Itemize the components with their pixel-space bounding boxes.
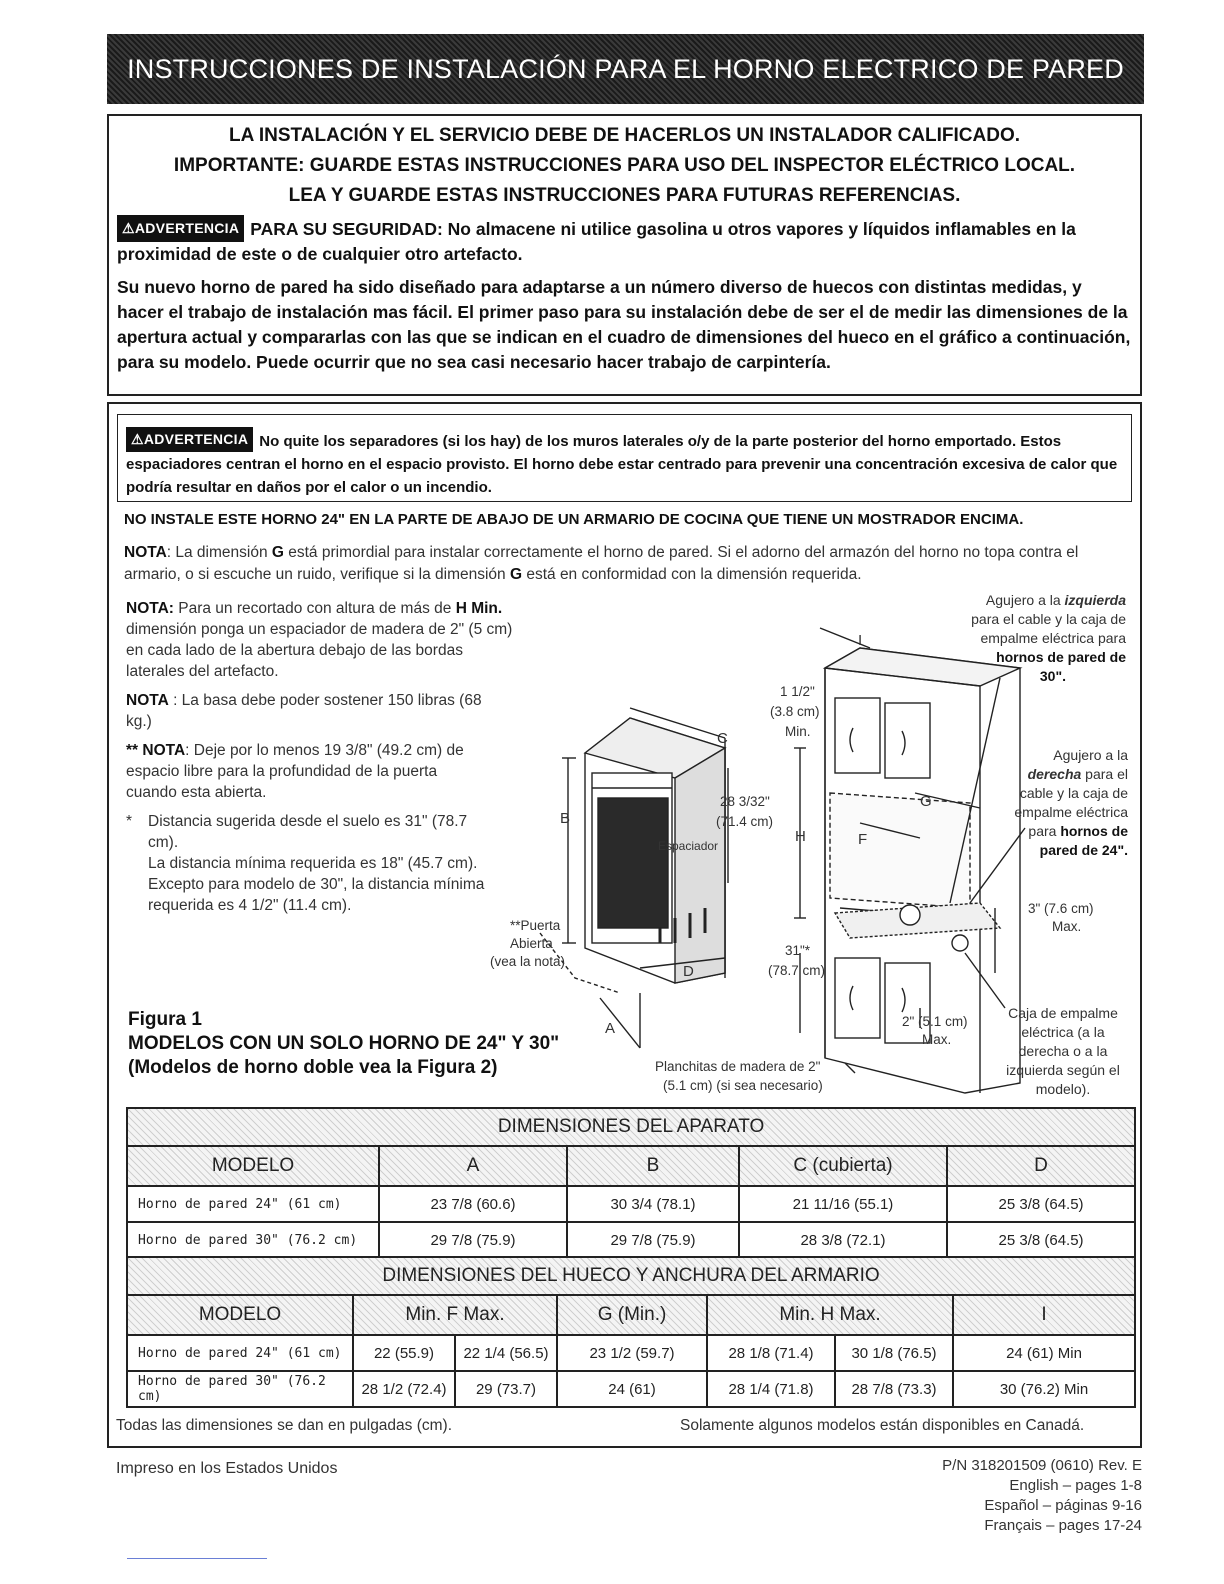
table-cell: 21 11/16 (55.1) bbox=[739, 1186, 947, 1222]
puerta-label-2: Abierta bbox=[510, 936, 553, 951]
min-15-label: 1 1/2" bbox=[780, 684, 815, 699]
dim-3-label: 3" (7.6 cm) bbox=[1028, 901, 1094, 916]
warning-badge-2: ⚠ADVERTENCIA bbox=[126, 427, 253, 452]
note-door: ** NOTA: Deje por lo menos 19 3/8" (49.2 cm) de espacio libre para la profundidad de la puerta cuando esta abierta. bbox=[126, 742, 464, 801]
table1-header: C (cubierta) bbox=[739, 1146, 947, 1186]
intro-box bbox=[107, 114, 1142, 396]
table-cell: 24 (61) bbox=[557, 1371, 707, 1407]
table1-header: D bbox=[947, 1146, 1135, 1186]
table-cell: 24 (61) Min bbox=[953, 1335, 1135, 1371]
table1-header: MODELO bbox=[127, 1146, 379, 1186]
figure-caption: Figura 1 MODELOS CON UN SOLO HORNO DE 24" Y 30" (Modelos de horno doble vea la Figura 2) bbox=[128, 1009, 560, 1078]
table-row bbox=[127, 1186, 1135, 1222]
table-cell: 30 (76.2) Min bbox=[953, 1371, 1135, 1407]
heading-line-3: LEA Y GUARDE ESTAS INSTRUCCIONES PARA FUTURAS REFERENCIAS. bbox=[288, 185, 961, 206]
table-row bbox=[127, 1222, 1135, 1258]
table2-header: Min. F Max. bbox=[353, 1295, 557, 1335]
table-cell: 22 1/4 (56.5) bbox=[455, 1335, 557, 1371]
puerta-label-1: **Puerta bbox=[510, 918, 561, 933]
footer-rule bbox=[127, 1558, 267, 1559]
nota-dimension-g: NOTA: La dimensión G está primordial para instalar correctamente el horno de pared. Si el adorno del armazón del horno no topa contra el armario, o si escuche un ruido, verifique si la dimensión G está en conformidad con la dimensión requerida. bbox=[124, 544, 1079, 583]
heading-line-2: IMPORTANTE: GUARDE ESTAS INSTRUCCIONES PARA USO DEL INSPECTOR ELÉCTRICO LOCAL. bbox=[173, 155, 1076, 176]
table-cell: Horno de pared 24" (61 cm) bbox=[127, 1186, 379, 1222]
planchitas-label-1: Planchitas de madera de 2" bbox=[655, 1059, 821, 1074]
min-15-cm-label: (3.8 cm) bbox=[770, 704, 820, 719]
table-cell: Horno de pared 30" (76.2 cm) bbox=[127, 1371, 353, 1407]
warning-badge: ⚠ADVERTENCIA bbox=[117, 215, 244, 242]
table-cell: 28 7/8 (73.3) bbox=[835, 1371, 953, 1407]
table-cell: 28 1/4 (71.8) bbox=[707, 1371, 835, 1407]
heading-line-1: LA INSTALACIÓN Y EL SERVICIO DEBE DE HACERLOS UN INSTALADOR CALIFICADO. bbox=[228, 125, 1020, 146]
lang-english: English – pages 1-8 bbox=[1009, 1477, 1142, 1494]
warning-triangle-icon: ⚠ bbox=[122, 220, 135, 236]
table-cell: 25 3/8 (64.5) bbox=[947, 1222, 1135, 1258]
table-cell: 30 1/8 (76.5) bbox=[835, 1335, 953, 1371]
table2-header: I bbox=[953, 1295, 1135, 1335]
table-row bbox=[127, 1335, 1135, 1371]
table-cell: 29 (73.7) bbox=[455, 1371, 557, 1407]
note-base: NOTA : La basa debe poder sostener 150 libras (68 kg.) bbox=[126, 692, 482, 730]
dim-2-max-label: Max. bbox=[922, 1032, 952, 1047]
callout-junction-box: Caja de empalme eléctrica (a la derecha o a la izquierda según el modelo). bbox=[1006, 1005, 1120, 1097]
table2-title: DIMENSIONES DEL HUECO Y ANCHURA DEL ARMARIO bbox=[127, 1257, 1135, 1295]
dim-28-cm-label: (71.4 cm) bbox=[716, 814, 774, 829]
table-cell: 30 3/4 (78.1) bbox=[567, 1186, 739, 1222]
table-cell: 28 1/2 (72.4) bbox=[353, 1371, 455, 1407]
part-number: P/N 318201509 (0610) Rev. E bbox=[942, 1457, 1142, 1474]
footnote-canada: Solamente algunos modelos están disponibles en Canadá. bbox=[680, 1417, 1085, 1434]
table-cell: 22 (55.9) bbox=[353, 1335, 455, 1371]
lang-french: Français – pages 17-24 bbox=[984, 1517, 1142, 1534]
page-banner-title: INSTRUCCIONES DE INSTALACIÓN PARA EL HORNO ELECTRICO DE PARED bbox=[107, 34, 1144, 104]
table-row bbox=[127, 1371, 1135, 1407]
table-cell: Horno de pared 24" (61 cm) bbox=[127, 1335, 353, 1371]
table-cell: 29 7/8 (75.9) bbox=[567, 1222, 739, 1258]
intro-paragraph: Su nuevo horno de pared ha sido diseñado para adaptarse a un número diverso de huecos con distintas medidas, y hacer el trabajo de instalación mas fácil. El primer paso para su instalación debe de ser el de medir las dimensiones de la apertura actual y compararlas con las que se indican en el cuadro de dimensiones del hueco en el gráfico a continuación, para su modelo. Puede ocurrir que no sea casi necesario hacer trabajo de carpintería. bbox=[117, 277, 1131, 372]
table-cell: 29 7/8 (75.9) bbox=[379, 1222, 567, 1258]
table-cell: 25 3/8 (64.5) bbox=[947, 1186, 1135, 1222]
dim-d-label: D bbox=[683, 963, 694, 980]
table-cell: Horno de pared 30" (76.2 cm) bbox=[127, 1222, 379, 1258]
min-15-min-label: Min. bbox=[785, 724, 811, 739]
do-not-install-note: NO INSTALE ESTE HORNO 24" EN LA PARTE DE ABAJO DE UN ARMARIO DE COCINA QUE TIENE UN MOSTRADOR ENCIMA. bbox=[124, 511, 1024, 528]
warning-triangle-icon: ⚠ bbox=[131, 431, 144, 447]
table-cell: 28 1/8 (71.4) bbox=[707, 1335, 835, 1371]
espaciador-label: Espaciador bbox=[658, 839, 719, 853]
appliance-dimensions-table bbox=[126, 1107, 1136, 1259]
table1-header: B bbox=[567, 1146, 739, 1186]
footnote-units: Todas las dimensiones se dan en pulgadas (cm). bbox=[116, 1417, 453, 1434]
dim-31-label: 31"* bbox=[785, 943, 811, 958]
note-distance: * Distancia sugerida desde el suelo es 31" (78.7 cm). La distancia mínima requerida es 18" (45.7 cm). Excepto para modelo de 30", la distancia mínima requerida es 4 1/2" (11.4 cm). bbox=[126, 813, 485, 914]
table2-header: MODELO bbox=[127, 1295, 353, 1335]
dim-g-label: G bbox=[920, 793, 932, 810]
spacer-warning: ⚠ADVERTENCIA No quite los separadores (si los hay) de los muros laterales o/y de la parte posterior del horno emportado. Estos espaciadores centran el horno en el espacio provisto. El horno debe estar centrado para prevenir una concentración excesiva de calor que podría resultar en daños por el calor o un incendio. bbox=[117, 414, 1132, 502]
table1-title: DIMENSIONES DEL APARATO bbox=[127, 1108, 1135, 1146]
note-spacer: NOTA: Para un recortado con altura de más de H Min. dimensión ponga un espaciador de madera de 2" (5 cm) en cada lado de la abertura debajo de las bordas laterales del artefacto. bbox=[126, 600, 513, 680]
table1-header: A bbox=[379, 1146, 567, 1186]
dim-b-label: B bbox=[560, 810, 571, 827]
dim-c-label: C bbox=[717, 730, 728, 747]
table-cell: 23 1/2 (59.7) bbox=[557, 1335, 707, 1371]
table-cell: 23 7/8 (60.6) bbox=[379, 1186, 567, 1222]
lang-spanish: Español – páginas 9-16 bbox=[984, 1497, 1142, 1514]
table2-header: Min. H Max. bbox=[707, 1295, 953, 1335]
callout-right-hole: Agujero a la derecha para el cable y la caja de empalme eléctrica para hornos de pared de 24". bbox=[1014, 747, 1128, 858]
cutout-dimensions-table bbox=[126, 1256, 1136, 1408]
dim-2-label: 2" (5.1 cm) bbox=[902, 1014, 968, 1029]
dim-31-cm-label: (78.7 cm) bbox=[768, 963, 826, 978]
table-cell: 28 3/8 (72.1) bbox=[739, 1222, 947, 1258]
dim-i-label: I bbox=[858, 632, 863, 649]
planchitas-label-2: (5.1 cm) (si sea necesario) bbox=[663, 1078, 823, 1093]
table2-header: G (Min.) bbox=[557, 1295, 707, 1335]
dim-28-label: 28 3/32" bbox=[720, 794, 770, 809]
part-number-block bbox=[942, 1456, 1142, 1536]
puerta-label-3: (vea la nota) bbox=[490, 954, 566, 969]
dim-3-max-label: Max. bbox=[1052, 919, 1082, 934]
dim-a-label: A bbox=[605, 1020, 616, 1037]
callout-left-hole: Agujero a la izquierda para el cable y la caja de empalme eléctrica para hornos de pared de 30". bbox=[971, 592, 1126, 684]
dim-f-label: F bbox=[858, 831, 868, 848]
safety-warning: ⚠ADVERTENCIA PARA SU SEGURIDAD: No almacene ni utilice gasolina u otros vapores y líquidos inflamables en la proximidad de este o de cualquier otro artefacto. bbox=[117, 215, 1132, 267]
dim-h-label: H bbox=[795, 828, 806, 845]
printed-in: Impreso en los Estados Unidos bbox=[116, 1460, 338, 1477]
